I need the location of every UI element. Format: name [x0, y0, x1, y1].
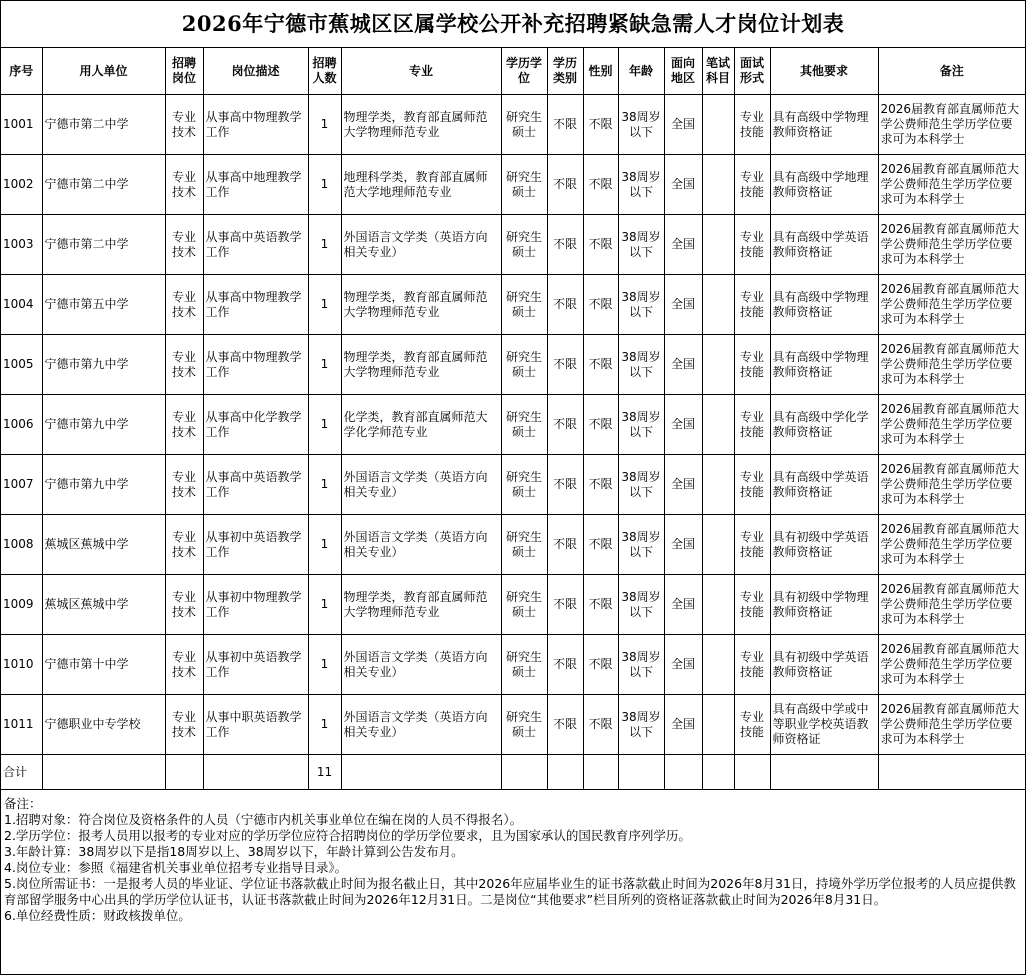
notes-heading: 备注：: [4, 796, 42, 811]
cell-age: 38周岁以下: [618, 215, 664, 275]
cell-edu-type: 不限: [547, 335, 583, 395]
cell-gender: 不限: [583, 215, 618, 275]
cell-interview: 专业技能: [734, 455, 770, 515]
total-empty-cell: [341, 755, 501, 790]
cell-gender: 不限: [583, 635, 618, 695]
header-col-unit: 用人单位: [42, 48, 165, 95]
cell-region: 全国: [664, 635, 702, 695]
header-col-edu-type: 学历类别: [547, 48, 583, 95]
table-body: [1, 95, 1025, 790]
total-empty-cell: [42, 755, 165, 790]
table-row: [1, 395, 1025, 455]
cell-count: 1: [308, 215, 341, 275]
cell-description: 从事高中物理教学工作: [203, 335, 308, 395]
cell-other-req: 具有高级中学物理教师资格证: [770, 95, 878, 155]
cell-edu-type: 不限: [547, 515, 583, 575]
cell-written-exam: [702, 455, 734, 515]
cell-unit: 宁德市第二中学: [42, 95, 165, 155]
cell-written-exam: [702, 515, 734, 575]
cell-written-exam: [702, 275, 734, 335]
cell-major: 物理学类，教育部直属师范大学物理师范专业: [341, 275, 501, 335]
table-row: [1, 215, 1025, 275]
cell-post: 专业技术: [165, 515, 203, 575]
cell-region: 全国: [664, 455, 702, 515]
cell-edu-type: 不限: [547, 275, 583, 335]
notes-section: [1, 790, 1025, 924]
cell-age: 38周岁以下: [618, 695, 664, 755]
header-col-post: 招聘岗位: [165, 48, 203, 95]
total-empty-cell: [878, 755, 1025, 790]
cell-unit: 宁德市第五中学: [42, 275, 165, 335]
cell-description: 从事中职英语教学工作: [203, 695, 308, 755]
cell-written-exam: [702, 95, 734, 155]
header-col-count: 招聘人数: [308, 48, 341, 95]
cell-other-req: 具有高级中学英语教师资格证: [770, 215, 878, 275]
cell-gender: 不限: [583, 455, 618, 515]
cell-written-exam: [702, 695, 734, 755]
cell-interview: 专业技能: [734, 575, 770, 635]
cell-region: 全国: [664, 395, 702, 455]
cell-remark: 2026届教育部直属师范大学公费师范生学历学位要求可为本科学士: [878, 215, 1025, 275]
cell-major: 外国语言文学类（英语方向相关专业）: [341, 635, 501, 695]
cell-count: 1: [308, 455, 341, 515]
cell-interview: 专业技能: [734, 335, 770, 395]
cell-major: 化学类，教育部直属师范大学化学师范专业: [341, 395, 501, 455]
cell-written-exam: [702, 155, 734, 215]
cell-other-req: 具有初级中学英语教师资格证: [770, 635, 878, 695]
cell-written-exam: [702, 215, 734, 275]
cell-age: 38周岁以下: [618, 635, 664, 695]
header-col-other-req: 其他要求: [770, 48, 878, 95]
cell-count: 1: [308, 275, 341, 335]
header-col-gender: 性别: [583, 48, 618, 95]
cell-other-req: 具有高级中学或中等职业学校英语教师资格证: [770, 695, 878, 755]
cell-count: 1: [308, 515, 341, 575]
cell-gender: 不限: [583, 695, 618, 755]
cell-post: 专业技术: [165, 395, 203, 455]
cell-edu-type: 不限: [547, 695, 583, 755]
cell-description: 从事高中英语教学工作: [203, 215, 308, 275]
cell-count: 1: [308, 635, 341, 695]
cell-major: 外国语言文学类（英语方向相关专业）: [341, 455, 501, 515]
cell-post: 专业技术: [165, 275, 203, 335]
cell-other-req: 具有高级中学物理教师资格证: [770, 335, 878, 395]
cell-edu-type: 不限: [547, 395, 583, 455]
cell-remark: 2026届教育部直属师范大学公费师范生学历学位要求可为本科学士: [878, 155, 1025, 215]
cell-unit: 宁德市第九中学: [42, 395, 165, 455]
cell-region: 全国: [664, 215, 702, 275]
cell-gender: 不限: [583, 395, 618, 455]
cell-region: 全国: [664, 335, 702, 395]
cell-major: 物理学类，教育部直属师范大学物理师范专业: [341, 575, 501, 635]
header-row: [1, 48, 1025, 95]
note-item: 5.岗位所需证书：一是报考人员的毕业证、学位证书落款截止时间为报名截止日，其中2026年应届毕业生的证书落款截止时间为2026年8月31日，持境外学历学位报考的人员应提供教育部留学服务中心出具的学历学位认证书，认证书落款截止时间为2026年12月31日。二是岗位“其他要求”栏目所列的资格证落款截止时间为2026年8月31日。: [4, 876, 1016, 907]
cell-region: 全国: [664, 95, 702, 155]
cell-age: 38周岁以下: [618, 515, 664, 575]
header-col-remark: 备注: [878, 48, 1025, 95]
cell-gender: 不限: [583, 335, 618, 395]
total-empty-cell: [203, 755, 308, 790]
cell-written-exam: [702, 635, 734, 695]
cell-index: 1002: [1, 155, 42, 215]
cell-index: 1009: [1, 575, 42, 635]
cell-other-req: 具有高级中学化学教师资格证: [770, 395, 878, 455]
cell-other-req: 具有初级中学物理教师资格证: [770, 575, 878, 635]
cell-unit: 蕉城区蕉城中学: [42, 575, 165, 635]
cell-interview: 专业技能: [734, 395, 770, 455]
cell-degree: 研究生硕士: [501, 155, 547, 215]
total-label: 合计: [1, 755, 42, 790]
cell-remark: 2026届教育部直属师范大学公费师范生学历学位要求可为本科学士: [878, 275, 1025, 335]
table-row: [1, 635, 1025, 695]
cell-index: 1001: [1, 95, 42, 155]
cell-count: 1: [308, 335, 341, 395]
cell-remark: 2026届教育部直属师范大学公费师范生学历学位要求可为本科学士: [878, 455, 1025, 515]
total-row: [1, 755, 1025, 790]
cell-written-exam: [702, 335, 734, 395]
cell-degree: 研究生硕士: [501, 635, 547, 695]
cell-unit: 宁德市第九中学: [42, 335, 165, 395]
cell-degree: 研究生硕士: [501, 695, 547, 755]
cell-other-req: 具有初级中学英语教师资格证: [770, 515, 878, 575]
document-title: 2026年宁德市蕉城区区属学校公开补充招聘紧缺急需人才岗位计划表: [1, 1, 1025, 48]
cell-age: 38周岁以下: [618, 575, 664, 635]
cell-degree: 研究生硕士: [501, 395, 547, 455]
cell-edu-type: 不限: [547, 155, 583, 215]
cell-post: 专业技术: [165, 95, 203, 155]
table-row: [1, 455, 1025, 515]
cell-other-req: 具有高级中学物理教师资格证: [770, 275, 878, 335]
cell-unit: 宁德市第二中学: [42, 215, 165, 275]
cell-interview: 专业技能: [734, 95, 770, 155]
cell-major: 外国语言文学类（英语方向相关专业）: [341, 515, 501, 575]
cell-post: 专业技术: [165, 215, 203, 275]
cell-interview: 专业技能: [734, 155, 770, 215]
cell-remark: 2026届教育部直属师范大学公费师范生学历学位要求可为本科学士: [878, 395, 1025, 455]
table-row: [1, 95, 1025, 155]
cell-degree: 研究生硕士: [501, 335, 547, 395]
cell-major: 地理科学类，教育部直属师范大学地理师范专业: [341, 155, 501, 215]
cell-age: 38周岁以下: [618, 395, 664, 455]
cell-degree: 研究生硕士: [501, 275, 547, 335]
note-item: 2.学历学位：报考人员用以报考的专业对应的学历学位应符合招聘岗位的学历学位要求，且为国家承认的国民教育序列学历。: [4, 828, 691, 843]
note-item: 4.岗位专业：参照《福建省机关事业单位招考专业指导目录》。: [4, 860, 348, 875]
header-col-written-exam: 笔试科目: [702, 48, 734, 95]
cell-unit: 宁德市第二中学: [42, 155, 165, 215]
cell-index: 1008: [1, 515, 42, 575]
table-row: [1, 695, 1025, 755]
cell-unit: 蕉城区蕉城中学: [42, 515, 165, 575]
cell-edu-type: 不限: [547, 635, 583, 695]
cell-remark: 2026届教育部直属师范大学公费师范生学历学位要求可为本科学士: [878, 95, 1025, 155]
table-row: [1, 275, 1025, 335]
cell-gender: 不限: [583, 575, 618, 635]
cell-remark: 2026届教育部直属师范大学公费师范生学历学位要求可为本科学士: [878, 635, 1025, 695]
cell-post: 专业技术: [165, 335, 203, 395]
cell-age: 38周岁以下: [618, 95, 664, 155]
cell-description: 从事高中化学教学工作: [203, 395, 308, 455]
cell-major: 外国语言文学类（英语方向相关专业）: [341, 695, 501, 755]
cell-region: 全国: [664, 275, 702, 335]
cell-interview: 专业技能: [734, 215, 770, 275]
header-col-degree: 学历学位: [501, 48, 547, 95]
cell-description: 从事初中物理教学工作: [203, 575, 308, 635]
header-col-age: 年龄: [618, 48, 664, 95]
cell-interview: 专业技能: [734, 275, 770, 335]
header-col-major: 专业: [341, 48, 501, 95]
cell-age: 38周岁以下: [618, 155, 664, 215]
table-row: [1, 515, 1025, 575]
total-empty-cell: [547, 755, 583, 790]
total-empty-cell: [501, 755, 547, 790]
cell-count: 1: [308, 95, 341, 155]
total-count: 11: [308, 755, 341, 790]
total-empty-cell: [702, 755, 734, 790]
cell-post: 专业技术: [165, 455, 203, 515]
cell-interview: 专业技能: [734, 515, 770, 575]
cell-age: 38周岁以下: [618, 455, 664, 515]
cell-degree: 研究生硕士: [501, 95, 547, 155]
cell-major: 外国语言文学类（英语方向相关专业）: [341, 215, 501, 275]
cell-region: 全国: [664, 575, 702, 635]
cell-region: 全国: [664, 155, 702, 215]
cell-age: 38周岁以下: [618, 275, 664, 335]
cell-description: 从事初中英语教学工作: [203, 635, 308, 695]
cell-index: 1011: [1, 695, 42, 755]
cell-description: 从事高中英语教学工作: [203, 455, 308, 515]
cell-unit: 宁德职业中专学校: [42, 695, 165, 755]
cell-index: 1010: [1, 635, 42, 695]
recruitment-table: [1, 48, 1025, 790]
cell-remark: 2026届教育部直属师范大学公费师范生学历学位要求可为本科学士: [878, 515, 1025, 575]
cell-remark: 2026届教育部直属师范大学公费师范生学历学位要求可为本科学士: [878, 695, 1025, 755]
cell-interview: 专业技能: [734, 635, 770, 695]
cell-edu-type: 不限: [547, 575, 583, 635]
header-col-interview: 面试形式: [734, 48, 770, 95]
total-empty-cell: [664, 755, 702, 790]
cell-index: 1005: [1, 335, 42, 395]
cell-degree: 研究生硕士: [501, 455, 547, 515]
cell-description: 从事高中物理教学工作: [203, 275, 308, 335]
cell-edu-type: 不限: [547, 215, 583, 275]
table-row: [1, 335, 1025, 395]
cell-post: 专业技术: [165, 575, 203, 635]
cell-degree: 研究生硕士: [501, 575, 547, 635]
cell-edu-type: 不限: [547, 95, 583, 155]
cell-count: 1: [308, 395, 341, 455]
cell-written-exam: [702, 395, 734, 455]
cell-post: 专业技术: [165, 695, 203, 755]
cell-description: 从事初中英语教学工作: [203, 515, 308, 575]
total-empty-cell: [618, 755, 664, 790]
cell-count: 1: [308, 695, 341, 755]
cell-region: 全国: [664, 695, 702, 755]
cell-post: 专业技术: [165, 155, 203, 215]
total-empty-cell: [770, 755, 878, 790]
cell-interview: 专业技能: [734, 695, 770, 755]
total-empty-cell: [165, 755, 203, 790]
note-item: 1.招聘对象：符合岗位及资格条件的人员（宁德市内机关事业单位在编在岗的人员不得报名）。: [4, 812, 523, 827]
cell-index: 1004: [1, 275, 42, 335]
cell-index: 1007: [1, 455, 42, 515]
cell-gender: 不限: [583, 515, 618, 575]
cell-edu-type: 不限: [547, 455, 583, 515]
cell-other-req: 具有高级中学地理教师资格证: [770, 155, 878, 215]
note-item: 6.单位经费性质：财政核拨单位。: [4, 908, 191, 923]
cell-region: 全国: [664, 515, 702, 575]
cell-count: 1: [308, 575, 341, 635]
table-row: [1, 575, 1025, 635]
cell-unit: 宁德市第十中学: [42, 635, 165, 695]
cell-description: 从事高中物理教学工作: [203, 95, 308, 155]
cell-gender: 不限: [583, 275, 618, 335]
cell-index: 1003: [1, 215, 42, 275]
cell-gender: 不限: [583, 155, 618, 215]
total-empty-cell: [583, 755, 618, 790]
cell-major: 物理学类，教育部直属师范大学物理师范专业: [341, 95, 501, 155]
header-col-description: 岗位描述: [203, 48, 308, 95]
header-col-index: 序号: [1, 48, 42, 95]
cell-degree: 研究生硕士: [501, 515, 547, 575]
cell-major: 物理学类，教育部直属师范大学物理师范专业: [341, 335, 501, 395]
total-empty-cell: [734, 755, 770, 790]
cell-remark: 2026届教育部直属师范大学公费师范生学历学位要求可为本科学士: [878, 335, 1025, 395]
cell-description: 从事高中地理教学工作: [203, 155, 308, 215]
note-item: 3.年龄计算：38周岁以下是指18周岁以上、38周岁以下，年龄计算到公告发布月。: [4, 844, 464, 859]
cell-written-exam: [702, 575, 734, 635]
cell-index: 1006: [1, 395, 42, 455]
cell-remark: 2026届教育部直属师范大学公费师范生学历学位要求可为本科学士: [878, 575, 1025, 635]
cell-age: 38周岁以下: [618, 335, 664, 395]
cell-degree: 研究生硕士: [501, 215, 547, 275]
cell-count: 1: [308, 155, 341, 215]
cell-post: 专业技术: [165, 635, 203, 695]
table-row: [1, 155, 1025, 215]
cell-other-req: 具有高级中学英语教师资格证: [770, 455, 878, 515]
header-col-region: 面向地区: [664, 48, 702, 95]
cell-gender: 不限: [583, 95, 618, 155]
cell-unit: 宁德市第九中学: [42, 455, 165, 515]
